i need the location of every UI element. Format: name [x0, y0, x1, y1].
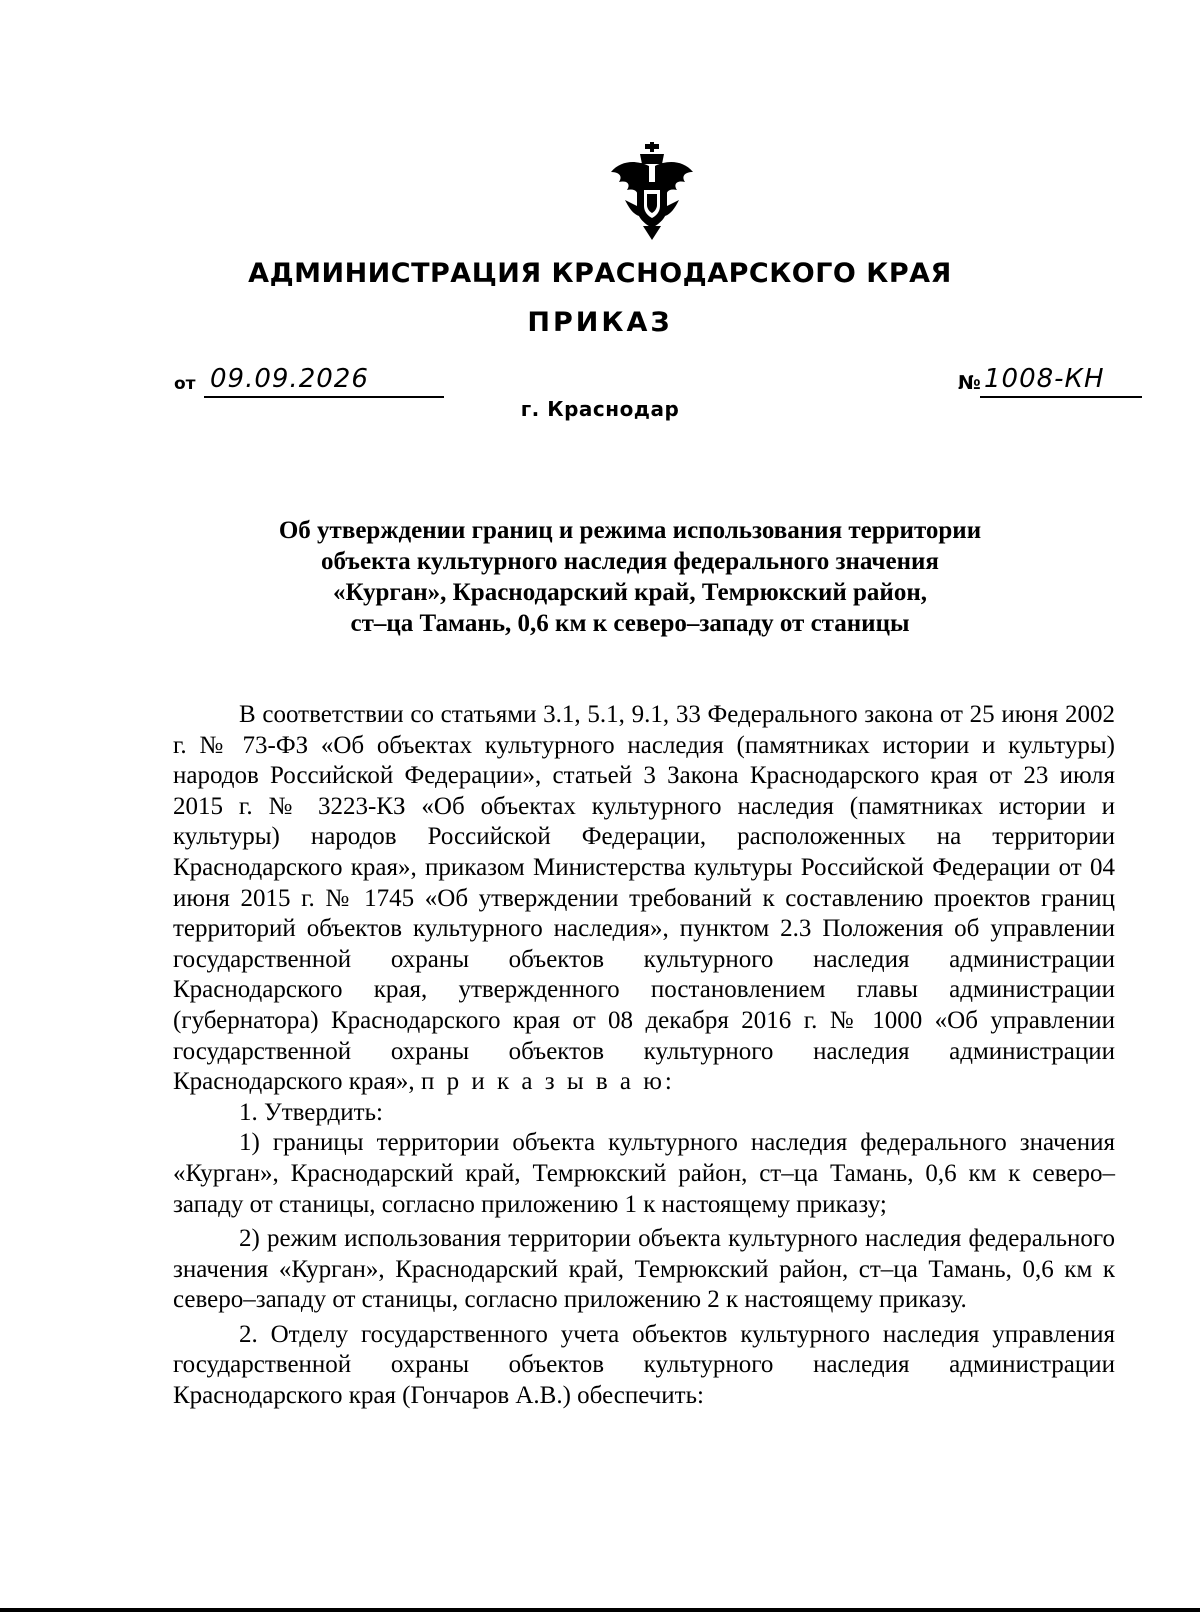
item-1: 1. Утвердить:: [239, 1098, 383, 1126]
document-type: ПРИКАЗ: [527, 307, 673, 338]
scan-edge-line: [0, 1608, 1200, 1612]
item-2: 2. Отделу государственного учета объектов культурного наследия управления государственной охраны объектов культурного наследия администрации Краснодарского края (Гончаров А.В.) обеспечить:: [173, 1320, 1115, 1410]
item-1-1: 1) границы территории объекта культурного наследия федерального значения «Курган», Краснодарский край, Темрюкский район, ст–ца Тамань, 0,6 км к северо–западу от станицы, согласно приложению 1 к настоящему приказу;: [173, 1129, 1115, 1218]
date-prefix: от: [174, 374, 196, 394]
coat-of-arms-icon: [607, 142, 697, 242]
intro-command: п р и к а з ы в а ю:: [420, 1068, 675, 1096]
organization-title: АДМИНИСТРАЦИЯ КРАСНОДАРСКОГО КРАЯ: [248, 258, 952, 289]
subject-line: Об утверждении границ и режима использования территории: [278, 517, 982, 544]
subject-line: объекта культурного наследия федерального значения: [321, 548, 939, 575]
document-body: [173, 700, 1115, 1412]
document-subject: [180, 515, 1080, 639]
number-prefix: №: [958, 372, 981, 394]
intro-paragraph: [173, 700, 1115, 1098]
city-label: г. Краснодар: [520, 397, 680, 421]
number-value: 1008-КН: [984, 364, 1105, 394]
intro-text: В соответствии со статьями 3.1, 5.1, 9.1, 33 Федерального закона от 25 июня 2002 г. № 73-ФЗ «Об объектах культурного наследия (памятниках истории и культуры) народов Российской Федерации», статьей 3 Закона Краснодарского края от 23 июля 2015 г. № 3223-КЗ «Об объектах культурного наследия (памятниках истории и культуры) народов Российской Федерации, расположенных на территории Краснодарского края», приказом Министерства культуры Российской Федерации от 04 июня 2015 г. № 1745 «Об утверждении требований к составлению проектов границ территорий объектов культурного наследия», пунктом 2.3 Положения об управлении государственной охраны объектов культурного наследия администрации Краснодарского края, утвержденного постановлением главы администрации (губернатора) Краснодарского края от 08 декабря 2016 г. № 1000 «Об управлении государственной охраны объектов культурного наследия администрации Краснодарского края»,: [173, 701, 1115, 1096]
subject-line: ст–ца Тамань, 0,6 км к северо–западу от станицы: [350, 610, 910, 637]
subject-line: «Курган», Краснодарский край, Темрюкский район,: [333, 579, 927, 606]
item-1-2: 2) режим использования территории объекта культурного наследия федерального значения «Курган», Краснодарский край, Темрюкский район, ст–ца Тамань, 0,6 км к северо–западу от станицы, согласно приложению 2 к настоящему приказу.: [173, 1225, 1115, 1314]
date-value: 09.09.2026: [210, 364, 369, 394]
